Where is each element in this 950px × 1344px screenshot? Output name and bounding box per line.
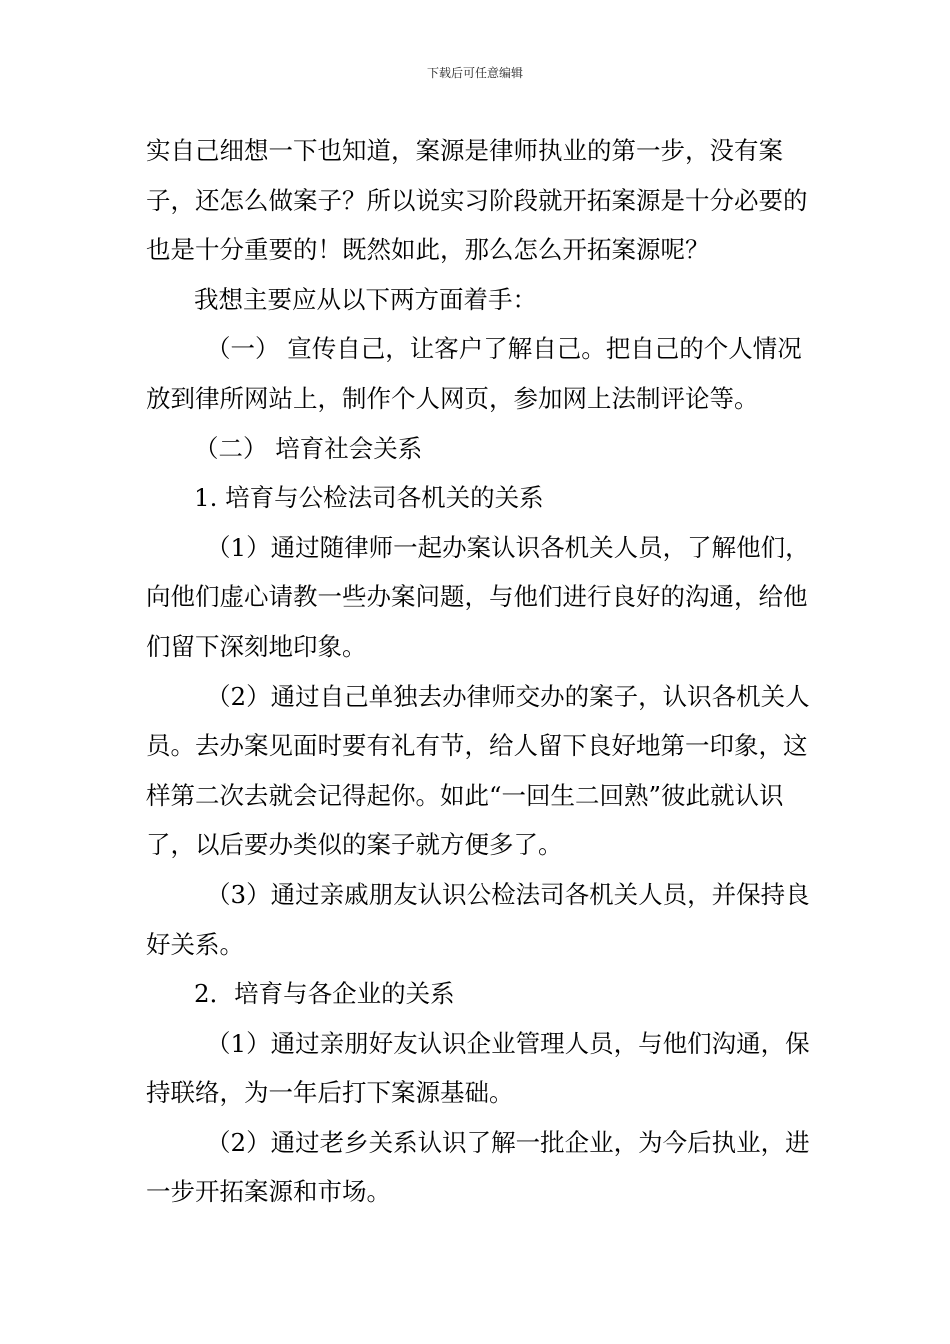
document-body — [146, 126, 826, 1217]
paragraph-6: （1）通过随律师一起办案认识各机关人员，了解他们，向他们虚心请教一些办案问题，与他们进行良好的沟通，给他们留下深刻地印象。 — [146, 532, 810, 661]
paragraph-1: 实自己细想一下也知道，案源是律师执业的第一步，没有案子，还怎么做案子？所以说实习阶段就开拓案源是十分必要的也是十分重要的！既然如此，那么怎么开拓案源呢？ — [146, 136, 808, 265]
subsection-heading-1: 1. 培育与公检法司各机关的关系 — [194, 483, 544, 513]
subsection-heading-2: 2．培育与各企业的关系 — [194, 979, 455, 1009]
paragraph-10: （1）通过亲朋好友认识企业管理人员，与他们沟通，保持联络，为一年后打下案源基础。 — [146, 1028, 810, 1108]
page-header: 下载后可任意编辑 — [426, 66, 523, 80]
section-heading-2: （二） 培育社会关系 — [194, 433, 423, 463]
paragraph-11: （2）通过老乡关系认识了解一批企业，为今后执业，进一步开拓案源和市场。 — [146, 1127, 810, 1207]
paragraph-2: 我想主要应从以下两方面着手： — [194, 284, 537, 314]
paragraph-7: （2）通过自己单独去办律师交办的案子，认识各机关人员。去办案见面时要有礼有节，给人留下良好地第一印象，这样第二次去就会记得起你。如此“一回生二回熟”彼此就认识了，以后要办类似的案子就方便多了。 — [146, 681, 810, 860]
paragraph-8: （3）通过亲戚朋友认识公检法司各机关人员，并保持良好关系。 — [146, 879, 810, 959]
paragraph-3: （一） 宣传自己，让客户了解自己。把自己的个人情况放到律所网站上，制作个人网页，参加网上法制评论等。 — [146, 334, 802, 413]
